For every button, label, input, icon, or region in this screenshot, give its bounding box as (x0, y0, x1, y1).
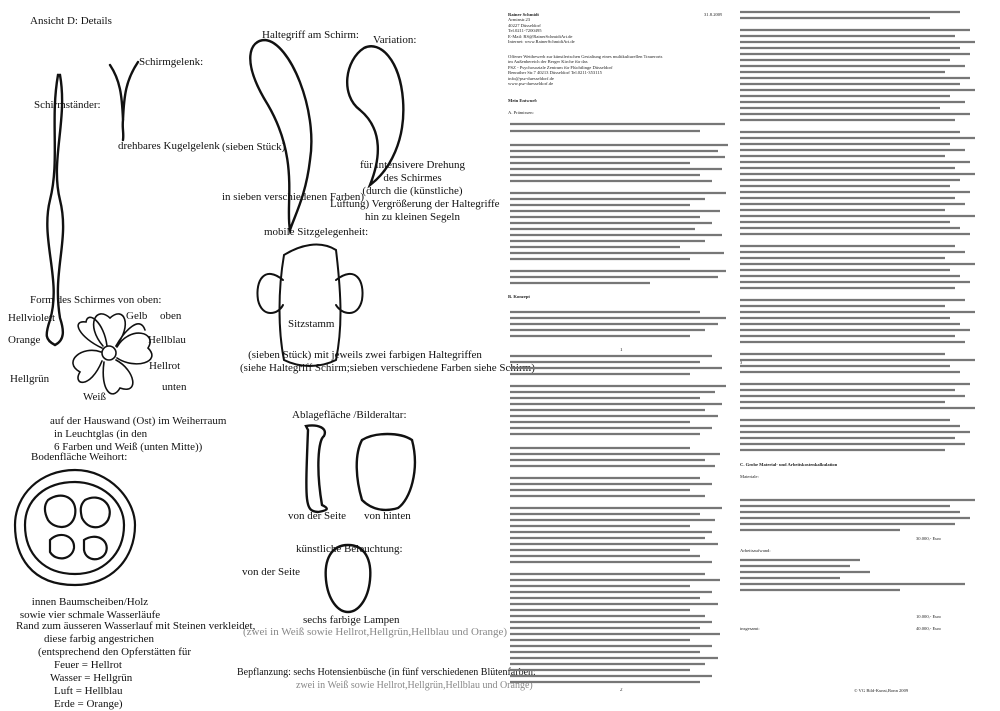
label-kugelgelenk: drehbares Kugelgelenk (118, 140, 220, 152)
sketch-title: Ansicht D: Details (30, 15, 112, 27)
copyright: © VG Bild-Kunst,Bonn 2009 (854, 688, 909, 693)
label-schirmstaender: Schirmständer: (34, 99, 101, 111)
page-number-3: 3 (740, 360, 743, 365)
letter-date: 31.8.2009 (704, 12, 723, 17)
label-sieben-stueck: (sieben Stück) (222, 141, 286, 153)
sum-total: 40.000,- Euro (916, 626, 942, 631)
label-lampen: sechs farbige Lampen (303, 614, 400, 626)
label-baumscheiben: innen Baumscheiben/Holz sowie vier schmale Wasserläufe (19, 596, 161, 621)
color-hellrot: Hellrot (149, 360, 181, 372)
label-unten: unten (162, 381, 187, 393)
label-form-title: Form des Schirmes von oben: (30, 294, 162, 306)
label-ablage-title: Ablagefläche /Bilderaltar: (292, 409, 407, 421)
letter-heading: Mein Entwurf: (508, 98, 538, 103)
label-boden-title: Bodenfläche Weihort: (31, 451, 128, 463)
letter-section-a: A. Prämissen: (508, 110, 534, 115)
label-farben: in sieben verschiedenen Farben) (222, 191, 365, 203)
label-sitzstamm: Sitzstamm (288, 318, 335, 330)
letter-section-b: B. Konzept (508, 294, 530, 299)
label-bepflanzung-sub: zwei in Weiß sowie Hellrot,Hellgrün,Hellblau und Orange) (296, 680, 533, 691)
label-lampen-sub: (zwei in Weiß sowie Hellrot,Hellgrün,Hellblau und Orange) (243, 626, 508, 638)
label-rand: Rand zum äusseren Wasserlauf mit Steinen verkleidet, diese farbig angestrichen (entsprechend den Opferstätten für Feuer = Hellrot Wasser = Hellgrün Luft = Hellblau Erde = Orange) (16, 620, 256, 710)
color-orange: Orange (8, 334, 41, 346)
label-drehung: für intensivere Drehung des Schirmes (durch die (künstliche) Lüftung) Vergrößerung der Haltegriffe hin zu kleinen Segeln (330, 159, 500, 223)
label-beleuchtung: künstliche Beleuchtung: (296, 543, 403, 555)
label-oben: oben (160, 310, 182, 322)
page-number-2: 2 (620, 688, 623, 693)
label-bepflanzung: Bepflanzung: sechs Hotensienbüsche (in fünf verschiedenen Blütenfarben: (237, 667, 536, 678)
material-label: Materiale: (740, 474, 759, 479)
label-sitz-caption: (sieben Stück) mit jeweils zwei farbigen Haltegriffen (siehe Haltegriff Schirm;sieben verschiedene Farben siehe Schirm) (240, 349, 535, 374)
gesamt-label: insgesamt: (740, 626, 760, 631)
color-hellviolett: Hellviolett (8, 312, 56, 324)
color-hellgruen: Hellgrün (10, 373, 50, 385)
label-hinten: von hinten (364, 510, 411, 522)
color-gelb: Gelb (126, 310, 148, 322)
label-schirmgelenk: Schirmgelenk: (139, 56, 204, 68)
page-number-1: 1 (620, 348, 623, 353)
label-hauswand: auf der Hauswand (Ost) im Weiherraum in Leuchtglas (in den 6 Farben und Weiß (unten Mitte)) (50, 415, 227, 453)
letter-sender: Rainer Schmidt Arminstr.23 40227 Düsseldorf Tel.0211-7200495 E-Mail: RS@RainerSchmidtArt.de Internet: www.RainerSchmidtArt.de (508, 12, 575, 45)
section-c: C. Grobe Material- und Arbeitskostenkalkulation (740, 462, 838, 467)
letter-subject: Offener Wettbewerb zur künstlerischen Gestaltung eines multikulturellen Trauerorts im Außenbereich der Berger Kirche für das PSZ - Psychosoziale Zentrum für Flüchtlinge Düsseldorf Benrather Str.7 40213 Düsseldorf Tel.0211-353115 info@psz-duesseldorf.de www.psz-duesseldorf.de (508, 54, 663, 87)
color-weiss: Weiß (83, 391, 106, 403)
label-variation: Variation: (373, 34, 417, 46)
label-haltegriff: Haltegriff am Schirm: (262, 29, 359, 41)
label-seite2: von der Seite (242, 566, 301, 578)
label-sitz-title: mobile Sitzgelegenheit: (264, 226, 369, 238)
arbeitsaufwand-label: Arbeitsaufwand: (740, 548, 771, 553)
sum-material: 30.000,- Euro (916, 536, 942, 541)
label-seite: von der Seite (288, 510, 347, 522)
sum-arbeit: 10.000,- Euro (916, 614, 942, 619)
color-hellblau: Hellblau (148, 334, 186, 346)
